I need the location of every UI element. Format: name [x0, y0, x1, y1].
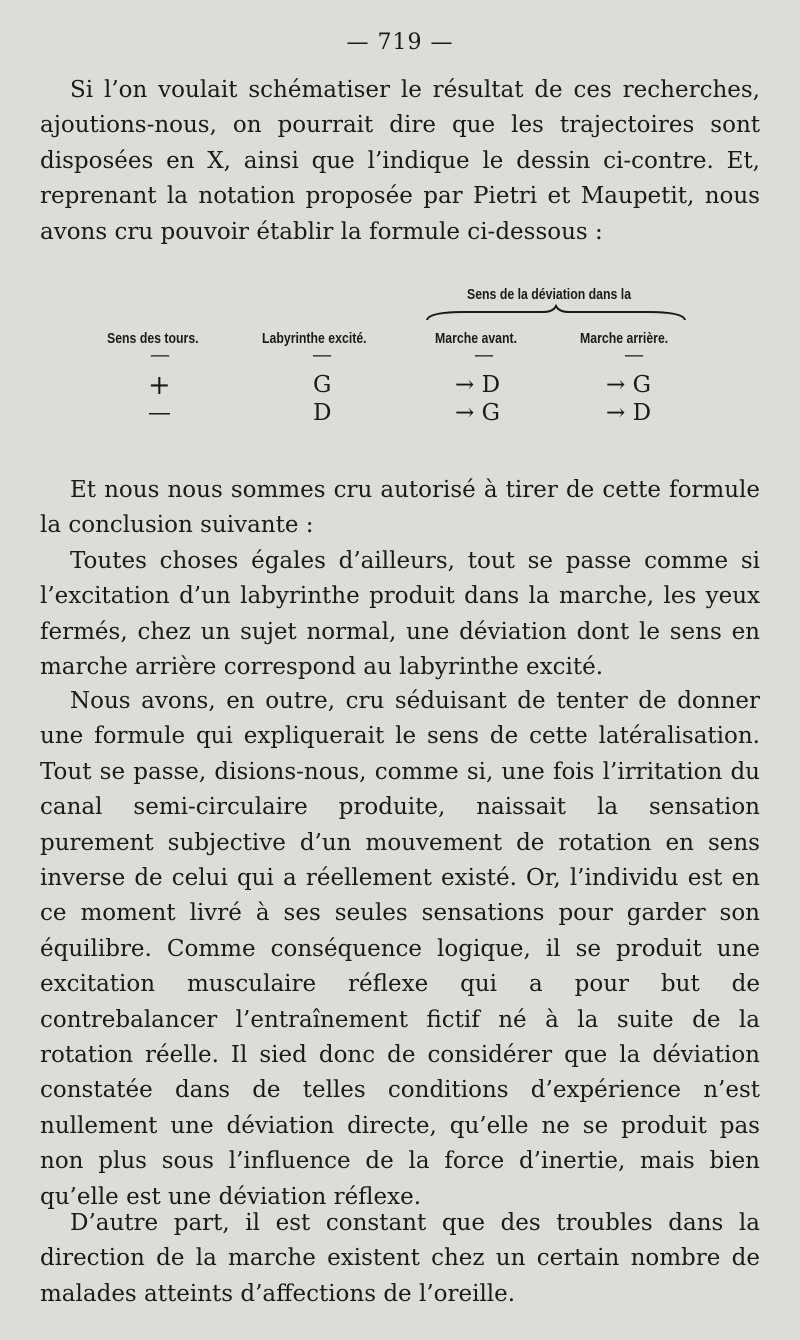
- paragraph-2: Et nous nous sommes cru autorisé à tirer de cette formule la conclusion suivante :: [40, 477, 760, 539]
- header-marche-avant: Marche avant.: [435, 330, 518, 347]
- cell-r2-c4: → D: [606, 400, 652, 426]
- paragraph-3: Toutes choses égales d’ailleurs, tout se passe comme si l’excitation d’un labyrinthe produit dans la marche, les yeux fermés, chez un sujet normal, une déviation dont le sens en marche arrière correspond au labyrinthe excité.: [40, 548, 760, 681]
- paragraph-1: Si l’on voulait schématiser le résultat de ces recherches, ajoutions-nous, on pourrait dire que les trajectoires sont disposées en X, ainsi que l’indique le dessin ci-contre. Et, reprenant la notation proposée par Pietri et Maupetit, nous avons cru pouvoir établir la formule ci-dessous :: [40, 77, 760, 245]
- header-underline: —: [150, 342, 170, 366]
- cell-r2-c2: D: [313, 400, 332, 426]
- group-heading: Sens de la déviation dans la: [467, 286, 632, 303]
- page-number: — 719 —: [346, 30, 454, 55]
- cell-r1-c4: → G: [606, 372, 651, 398]
- cell-r2-c3: → G: [455, 400, 500, 426]
- header-underline: —: [624, 342, 644, 366]
- formula-table: [0, 280, 800, 440]
- cell-r1-c3: → D: [455, 372, 501, 398]
- paragraph-4: Nous avons, en outre, cru séduisant de tenter de donner une formule qui expliquerait le sens de cette latéralisation. Tout se passe, disions-nous, comme si, une fois l’irritation du canal semi-circulaire produite, naissait la sensation purement subjective d’un mouvement de rotation en sens inverse de celui qui a réellement existé. Or, l’individu est en ce moment livré à ses seules sensations pour garder son équilibre. Comme conséquence logique, il se produit une excitation musculaire réflexe qui a pour but de contrebalancer l’entraînement fictif né à la suite de la rotation réelle. Il sied donc de considérer que la déviation constatée dans de telles conditions d’expérience n’est nullement une déviation directe, qu’elle ne se produit pas non plus sous l’influence de la force d’inertie, mais bien qu’elle est une déviation réflexe.: [40, 688, 760, 1210]
- header-labyrinthe-excite: Labyrinthe excité.: [262, 330, 367, 347]
- brace-icon: [425, 304, 687, 322]
- cell-r2-c1: —: [148, 400, 171, 426]
- header-sens-des-tours: Sens des tours.: [107, 330, 199, 347]
- header-underline: —: [312, 342, 332, 366]
- cell-r1-c1: +: [148, 370, 171, 401]
- paragraph-5: D’autre part, il est constant que des troubles dans la direction de la marche existent chez un certain nombre de malades atteints d’affections de l’oreille.: [40, 1210, 760, 1307]
- cell-r1-c2: G: [313, 372, 332, 398]
- header-underline: —: [474, 342, 494, 366]
- header-marche-arriere: Marche arrière.: [580, 330, 669, 347]
